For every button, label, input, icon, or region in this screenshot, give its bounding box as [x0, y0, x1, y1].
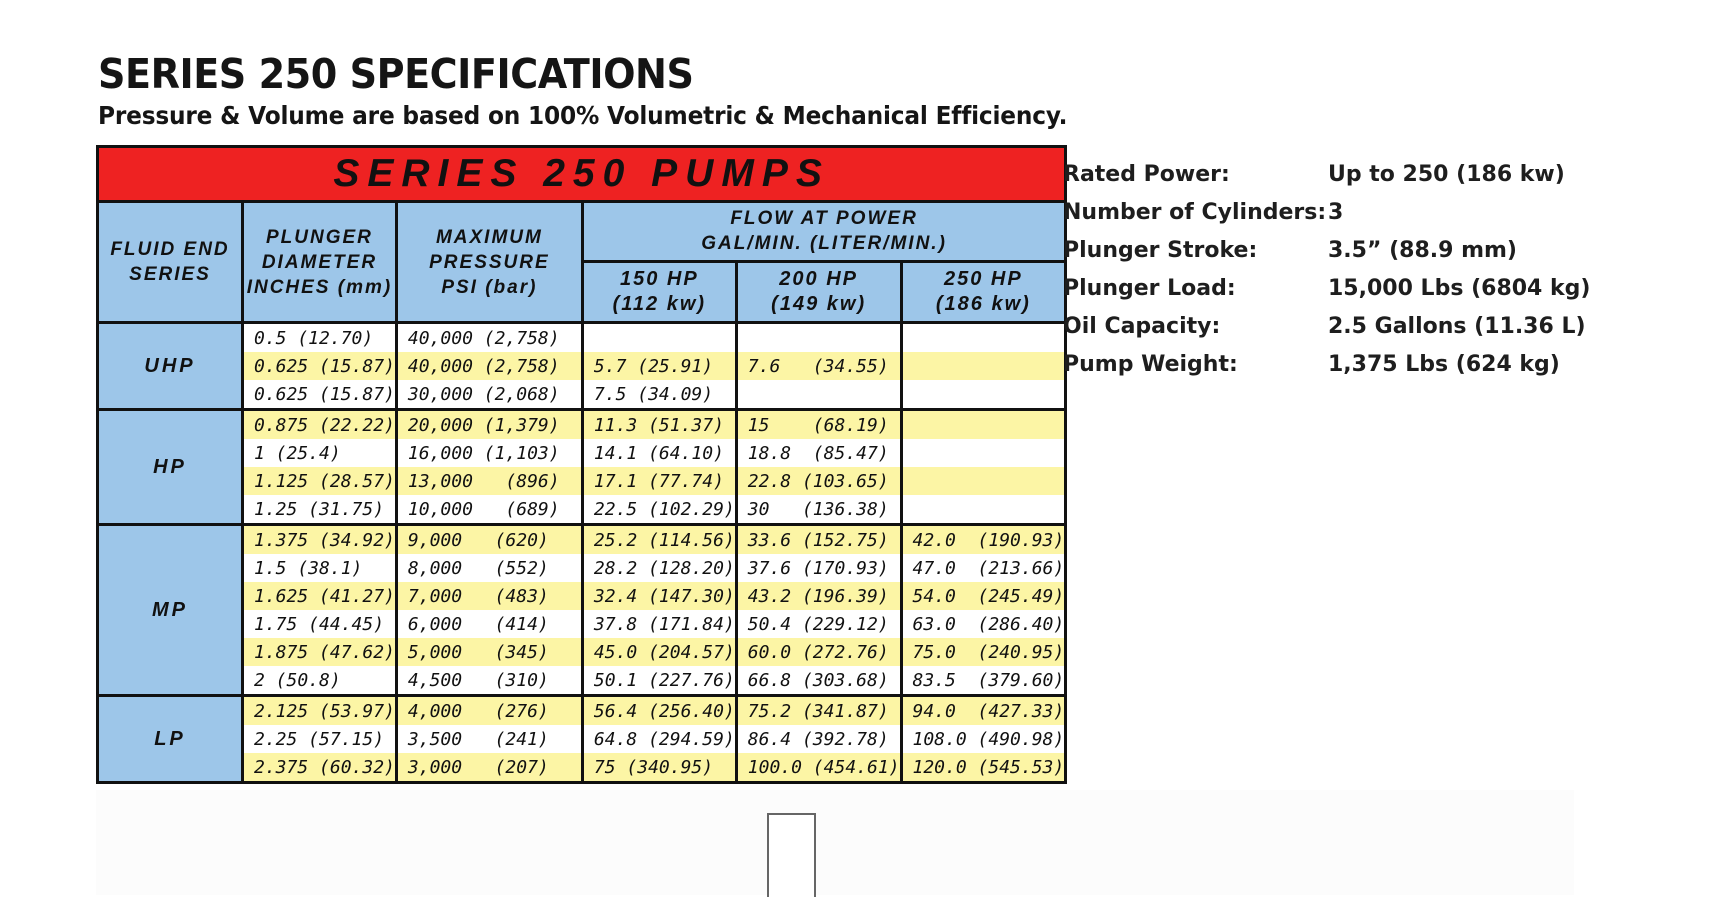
pressure-cell: 10,000 (689)	[396, 495, 582, 525]
header-fluid-end: FLUID END SERIES	[98, 202, 243, 323]
pressure-cell: 9,000 (620)	[396, 525, 582, 555]
spec-value: Up to 250 (186 kw)	[1328, 162, 1565, 187]
series-cell: UHP	[98, 323, 243, 410]
flow-250hp-cell: 94.0 (427.33)	[901, 696, 1066, 726]
spec-value: 3	[1328, 200, 1344, 225]
series-cell: HP	[98, 410, 243, 525]
table-row	[98, 725, 1066, 753]
plunger-cell: 0.625 (15.87)	[243, 380, 397, 410]
table-banner: SERIES 250 PUMPS	[98, 147, 1066, 202]
spec-label: Plunger Stroke:	[1063, 238, 1258, 263]
table-row	[98, 439, 1066, 467]
table-row	[98, 610, 1066, 638]
table-row	[98, 582, 1066, 610]
plunger-cell: 1 (25.4)	[243, 439, 397, 467]
flow-200hp-cell	[736, 380, 901, 410]
flow-150hp-cell: 17.1 (77.74)	[582, 467, 736, 495]
pressure-cell: 40,000 (2,758)	[396, 323, 582, 353]
flow-200hp-cell: 18.8 (85.47)	[736, 439, 901, 467]
flow-200hp-cell: 43.2 (196.39)	[736, 582, 901, 610]
flow-200hp-cell: 15 (68.19)	[736, 410, 901, 440]
spec-label: Rated Power:	[1063, 162, 1230, 187]
plunger-cell: 0.5 (12.70)	[243, 323, 397, 353]
flow-250hp-cell	[901, 410, 1066, 440]
header-200hp: 200 HP (149 kw)	[736, 261, 901, 322]
table-row	[98, 467, 1066, 495]
pressure-cell: 16,000 (1,103)	[396, 439, 582, 467]
plunger-cell: 2 (50.8)	[243, 666, 397, 696]
series-cell: MP	[98, 525, 243, 696]
table-row	[98, 638, 1066, 666]
flow-250hp-cell: 47.0 (213.66)	[901, 554, 1066, 582]
flow-250hp-cell: 63.0 (286.40)	[901, 610, 1066, 638]
pressure-cell: 3,500 (241)	[396, 725, 582, 753]
flow-150hp-cell: 25.2 (114.56)	[582, 525, 736, 555]
flow-200hp-cell: 60.0 (272.76)	[736, 638, 901, 666]
flow-150hp-cell	[582, 323, 736, 353]
flow-150hp-cell: 7.5 (34.09)	[582, 380, 736, 410]
flow-200hp-cell: 30 (136.38)	[736, 495, 901, 525]
table-row	[98, 525, 1066, 555]
header-250hp: 250 HP (186 kw)	[901, 261, 1066, 322]
flow-200hp-cell: 22.8 (103.65)	[736, 467, 901, 495]
flow-250hp-cell	[901, 380, 1066, 410]
table-row	[98, 323, 1066, 353]
flow-250hp-cell: 75.0 (240.95)	[901, 638, 1066, 666]
table-row	[98, 666, 1066, 696]
flow-150hp-cell: 45.0 (204.57)	[582, 638, 736, 666]
flow-250hp-cell	[901, 467, 1066, 495]
pressure-cell: 5,000 (345)	[396, 638, 582, 666]
flow-250hp-cell: 120.0 (545.53)	[901, 753, 1066, 783]
flow-200hp-cell: 75.2 (341.87)	[736, 696, 901, 726]
pressure-cell: 4,000 (276)	[396, 696, 582, 726]
table-row	[98, 753, 1066, 783]
header-150hp: 150 HP (112 kw)	[582, 261, 736, 322]
flow-150hp-cell: 75 (340.95)	[582, 753, 736, 783]
flow-250hp-cell	[901, 439, 1066, 467]
flow-200hp-cell: 7.6 (34.55)	[736, 352, 901, 380]
spec-label: Pump Weight:	[1063, 352, 1238, 377]
flow-200hp-cell: 66.8 (303.68)	[736, 666, 901, 696]
flow-150hp-cell: 28.2 (128.20)	[582, 554, 736, 582]
header-plunger-diameter: PLUNGER DIAMETER INCHES (mm)	[243, 202, 397, 323]
pressure-cell: 13,000 (896)	[396, 467, 582, 495]
header-flow-at-power: FLOW AT POWER GAL/MIN. (LITER/MIN.)	[582, 202, 1065, 262]
plunger-cell: 2.25 (57.15)	[243, 725, 397, 753]
flow-150hp-cell: 56.4 (256.40)	[582, 696, 736, 726]
plunger-cell: 0.625 (15.87)	[243, 352, 397, 380]
flow-150hp-cell: 22.5 (102.29)	[582, 495, 736, 525]
flow-250hp-cell: 108.0 (490.98)	[901, 725, 1066, 753]
plunger-cell: 1.875 (47.62)	[243, 638, 397, 666]
flow-200hp-cell: 86.4 (392.78)	[736, 725, 901, 753]
plunger-cell: 0.875 (22.22)	[243, 410, 397, 440]
pressure-cell: 6,000 (414)	[396, 610, 582, 638]
series-cell: LP	[98, 696, 243, 783]
pressure-cell: 7,000 (483)	[396, 582, 582, 610]
table-row	[98, 696, 1066, 726]
plunger-cell: 1.5 (38.1)	[243, 554, 397, 582]
flow-200hp-cell: 37.6 (170.93)	[736, 554, 901, 582]
plunger-cell: 1.125 (28.57)	[243, 467, 397, 495]
flow-200hp-cell: 100.0 (454.61)	[736, 753, 901, 783]
header-max-pressure: MAXIMUM PRESSURE PSI (bar)	[396, 202, 582, 323]
spec-label: Number of Cylinders:	[1063, 200, 1327, 225]
flow-200hp-cell	[736, 323, 901, 353]
spec-value: 3.5” (88.9 mm)	[1328, 238, 1517, 263]
flow-250hp-cell: 54.0 (245.49)	[901, 582, 1066, 610]
pump-spec-table	[96, 145, 1067, 784]
plunger-cell: 1.375 (34.92)	[243, 525, 397, 555]
flow-150hp-cell: 37.8 (171.84)	[582, 610, 736, 638]
spec-value: 2.5 Gallons (11.36 L)	[1328, 314, 1586, 339]
flow-250hp-cell: 42.0 (190.93)	[901, 525, 1066, 555]
page-subtitle: Pressure & Volume are based on 100% Volumetric & Mechanical Efficiency.	[98, 101, 1068, 130]
flow-150hp-cell: 14.1 (64.10)	[582, 439, 736, 467]
table-row	[98, 352, 1066, 380]
spec-label: Oil Capacity:	[1063, 314, 1221, 339]
pressure-cell: 8,000 (552)	[396, 554, 582, 582]
plunger-cell: 1.25 (31.75)	[243, 495, 397, 525]
flow-150hp-cell: 32.4 (147.30)	[582, 582, 736, 610]
plunger-cell: 1.625 (41.27)	[243, 582, 397, 610]
spec-label: Plunger Load:	[1063, 276, 1236, 301]
flow-150hp-cell: 5.7 (25.91)	[582, 352, 736, 380]
pressure-cell: 40,000 (2,758)	[396, 352, 582, 380]
pressure-cell: 30,000 (2,068)	[396, 380, 582, 410]
table-row	[98, 410, 1066, 440]
bottom-box	[767, 813, 816, 897]
flow-250hp-cell	[901, 323, 1066, 353]
pressure-cell: 3,000 (207)	[396, 753, 582, 783]
flow-150hp-cell: 50.1 (227.76)	[582, 666, 736, 696]
table-row	[98, 554, 1066, 582]
page-title: SERIES 250 SPECIFICATIONS	[98, 50, 694, 98]
spec-value: 1,375 Lbs (624 kg)	[1328, 352, 1560, 377]
pressure-cell: 4,500 (310)	[396, 666, 582, 696]
flow-150hp-cell: 11.3 (51.37)	[582, 410, 736, 440]
flow-250hp-cell	[901, 495, 1066, 525]
flow-200hp-cell: 50.4 (229.12)	[736, 610, 901, 638]
spec-value: 15,000 Lbs (6804 kg)	[1328, 276, 1591, 301]
flow-200hp-cell: 33.6 (152.75)	[736, 525, 901, 555]
table-row	[98, 495, 1066, 525]
table-row	[98, 380, 1066, 410]
pressure-cell: 20,000 (1,379)	[396, 410, 582, 440]
flow-250hp-cell	[901, 352, 1066, 380]
bottom-strip	[96, 790, 1574, 895]
table-body	[98, 323, 1066, 783]
flow-250hp-cell: 83.5 (379.60)	[901, 666, 1066, 696]
plunger-cell: 2.375 (60.32)	[243, 753, 397, 783]
flow-150hp-cell: 64.8 (294.59)	[582, 725, 736, 753]
plunger-cell: 1.75 (44.45)	[243, 610, 397, 638]
plunger-cell: 2.125 (53.97)	[243, 696, 397, 726]
